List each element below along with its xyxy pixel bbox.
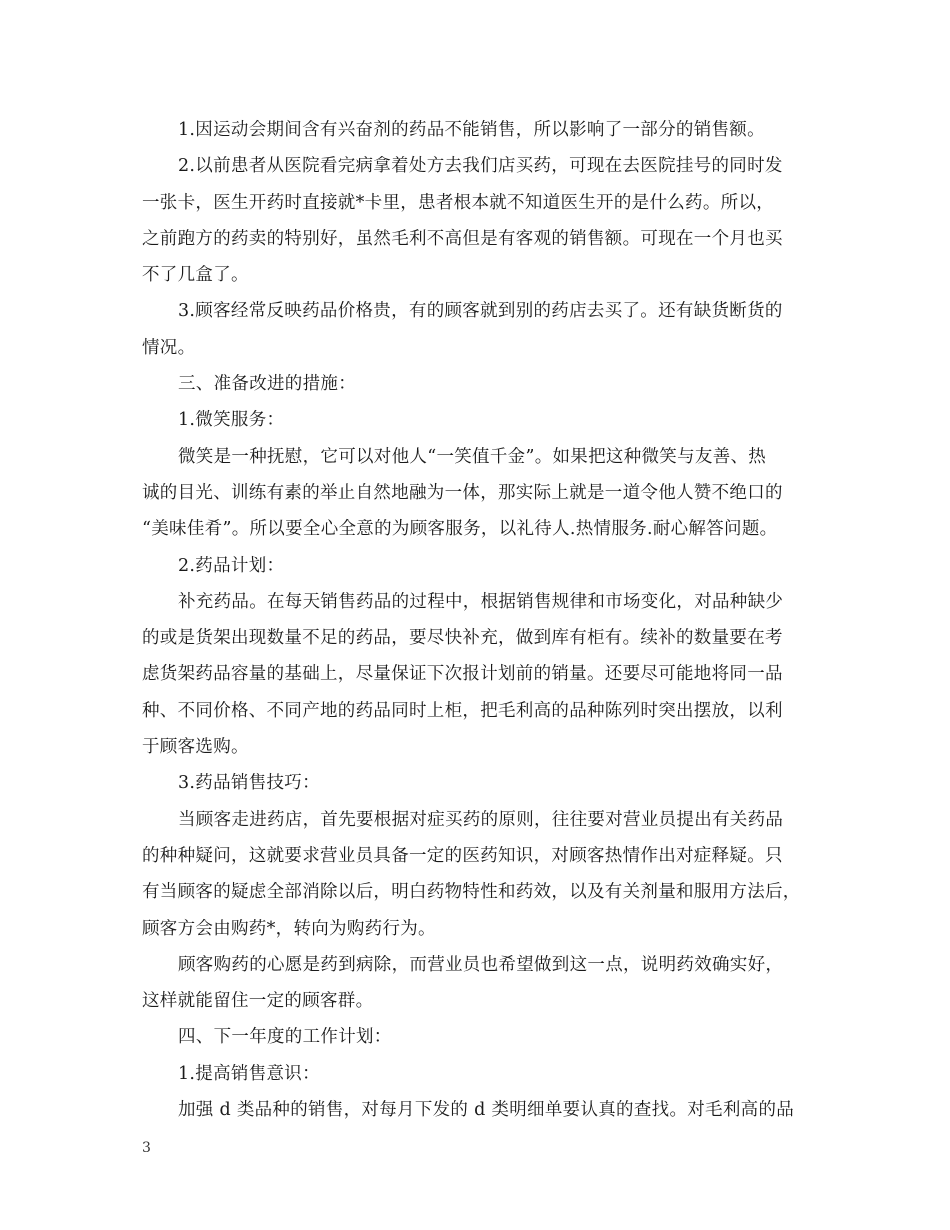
text-line: “美味佳肴”。所以要全心全意的为顾客服务，以礼待人.热情服务.耐心解答问题。 (142, 519, 778, 540)
text-line: 一张卡，医生开药时直接就*卡里，患者根本就不知道医生开的是什么药。所以， (142, 192, 775, 213)
text-line: 补充药品。在每天销售药品的过程中，根据销售规律和市场变化，对品种缺少 (178, 591, 784, 612)
text-line: 虑货架药品容量的基础上，尽量保证下次报计划前的销量。还要尽可能地将同一品 (142, 664, 783, 685)
text-line: 这样就能留住一定的顾客群。 (142, 991, 374, 1012)
text-line: 情况。 (142, 337, 196, 358)
section-heading: 四、下一年度的工作计划： (178, 1027, 392, 1048)
text-line: 加强 d 类品种的销售，对每月下发的 d 类明细单要认真的查找。对毛利高的品 (178, 1100, 795, 1121)
page-number: 3 (142, 1140, 151, 1156)
text-line: 种、不同价格、不同产地的药品同时上柜，把毛利高的品种陈列时突出摆放，以利 (142, 700, 783, 721)
text-line: 3.顾客经常反映药品价格贵，有的顾客就到别的药店去买了。还有缺货断货的 (178, 301, 783, 322)
text-line: 的或是货架出现数量不足的药品，要尽快补充，做到库有柜有。续补的数量要在考 (142, 628, 783, 649)
text-line: 不了几盒了。 (142, 265, 249, 286)
subsection-heading: 3.药品销售技巧： (178, 773, 320, 794)
text-line: 1.因运动会期间含有兴奋剂的药品不能销售，所以影响了一部分的销售额。 (178, 120, 765, 140)
text-line: 顾客购药的心愿是药到病除，而营业员也希望做到这一点，说明药效确实好， (178, 954, 784, 975)
text-line: 之前跑方的药卖的特别好，虽然毛利不高但是有客观的销售额。可现在一个月也买 (142, 228, 783, 249)
section-heading: 三、准备改进的措施： (178, 374, 356, 395)
text-line: 有当顾客的疑虑全部消除以后，明白药物特性和药效，以及有关剂量和服用方法后， (142, 882, 801, 903)
text-line: 顾客方会由购药*，转向为购药行为。 (142, 918, 436, 939)
text-line: 微笑是一种抚慰，它可以对他人“一笑值千金”。如果把这种微笑与友善、热 (178, 446, 767, 467)
subsection-heading: 1.微笑服务： (178, 410, 285, 431)
text-line: 的种种疑问，这就要求营业员具备一定的医药知识，对顾客热情作出对症释疑。只 (142, 845, 783, 866)
text-line: 诚的目光、训练有素的举止自然地融为一体，那实际上就是一道令他人赞不绝口的 (142, 482, 783, 503)
subsection-heading: 2.药品计划： (178, 555, 285, 576)
text-line: 2.以前患者从医院看完病拿着处方去我们店买药，可现在去医院挂号的同时发 (178, 156, 783, 177)
text-line: 于顾客选购。 (142, 737, 249, 758)
document-body (142, 112, 832, 1128)
text-line: 当顾客走进药店，首先要根据对症买药的原则，往往要对营业员提出有关药品 (178, 809, 784, 830)
subsection-heading: 1.提高销售意识： (178, 1063, 320, 1084)
